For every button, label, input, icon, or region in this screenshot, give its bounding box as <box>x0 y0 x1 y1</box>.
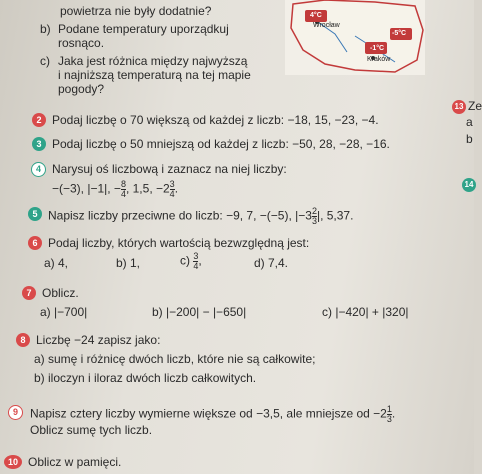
exercise-1c-text2: i najniższą temperaturą na tej mapie <box>58 68 251 82</box>
exercise-1b-text2: rosnąco. <box>58 36 105 50</box>
exercise-5-abs: |−3 <box>295 208 312 223</box>
exercise-3-text: Podaj liczbę o 50 mniejszą od każdej z liczb: −50, 28, −28, −16. <box>52 137 390 151</box>
exercise-13-b: b <box>466 132 473 146</box>
exercise-6-d: d) 7,4. <box>254 256 289 270</box>
exercise-1b-label: b) <box>40 22 51 36</box>
exercise-7-b: b) |−200| − |−650| <box>152 305 247 319</box>
exercise-1c-text: Jaka jest różnica między najwyższą <box>58 54 248 68</box>
exercise-7-number: 7 <box>22 286 36 300</box>
exercise-10-text: Oblicz w pamięci. <box>28 455 122 469</box>
exercise-1b-text: Podane temperatury uporządkuj <box>58 22 229 36</box>
exercise-6-text: Podaj liczby, których wartością bezwzględną jest: <box>48 236 310 250</box>
exercise-1c-text3: pogody? <box>58 82 105 96</box>
exercise-6-number: 6 <box>28 236 42 250</box>
exercise-8-a: a) sumę i różnicę dwóch liczb, które nie są całkowite; <box>34 352 316 366</box>
exercise-4-items: −(−3), |−1|, − $\frac{8}{4}$ , 1,5, −2 $\frac{3}{4}$ . <box>52 179 179 199</box>
weather-map <box>285 0 425 75</box>
exercise-13-a: a <box>466 115 473 129</box>
exercise-5-text: Napisz liczby przeciwne do liczb: −9, 7, −(−5), |−3 $\frac{2}{3}$ |, 5,37. <box>48 206 354 226</box>
exercise-10-number: 10 <box>4 455 22 469</box>
exercise-4-text: Narysuj oś liczbową i zaznacz na niej liczby: <box>52 162 287 176</box>
exercise-7-a: a) |−700| <box>40 305 88 319</box>
exercise-9-number: 9 <box>8 405 23 420</box>
exercise-13-text: Ze <box>468 99 482 113</box>
exercise-2-text: Podaj liczbę o 70 większą od każdej z liczb: −18, 15, −23, −4. <box>52 113 379 127</box>
exercise-1a-tail: powietrza nie były dodatnie? <box>60 4 212 18</box>
exercise-4-number: 4 <box>31 162 46 177</box>
map-city-wroclaw: Wrocław <box>313 22 340 29</box>
exercise-9-text2: Oblicz sumę tych liczb. <box>30 423 153 437</box>
fraction-1-3: $\frac{1}{3}$ <box>386 404 392 424</box>
fraction-2-3: $\frac{2}{3}$ <box>311 206 317 226</box>
map-temp-wroclaw: 4°C <box>310 12 322 19</box>
fraction-3-4-c: $\frac{3}{4}$ <box>193 251 199 271</box>
map-city-krakow: Kraków <box>367 56 391 63</box>
exercise-4-items-a: −(−3), |−1|, − <box>52 181 121 196</box>
exercise-7-c: c) |−420| + |320| <box>322 305 409 319</box>
map-temp-krakow: -1°C <box>370 45 385 52</box>
exercise-6-b: b) 1, <box>116 256 141 270</box>
exercise-13-number: 13 <box>452 100 466 114</box>
exercise-9-text: Napisz cztery liczby wymierne większe od −3,5, ale mniejsze od −2 $\frac{1}{3}$ . <box>30 404 396 424</box>
exercise-2-number: 2 <box>32 113 46 127</box>
exercise-7-text: Oblicz. <box>42 286 79 300</box>
exercise-1c-label: c) <box>40 54 50 68</box>
exercise-8-text: Liczbę −24 zapisz jako: <box>36 333 161 347</box>
fraction-8-4: $\frac{8}{4}$ <box>120 179 126 199</box>
exercise-6-c: c) $\frac{3}{4}$ , <box>180 251 202 271</box>
exercise-5-number: 5 <box>28 207 42 221</box>
exercise-8-number: 8 <box>16 333 30 347</box>
exercise-14-number: 14 <box>462 178 476 192</box>
exercise-6-a: a) 4, <box>44 256 69 270</box>
map-temp-east: -5°C <box>392 30 407 37</box>
exercise-8-b: b) iloczyn i iloraz dwóch liczb całkowitych. <box>34 371 257 385</box>
exercise-3-number: 3 <box>32 137 46 151</box>
fraction-3-4: $\frac{3}{4}$ <box>169 179 175 199</box>
exercise-4-items-b: , 1,5, −2 <box>125 181 170 196</box>
